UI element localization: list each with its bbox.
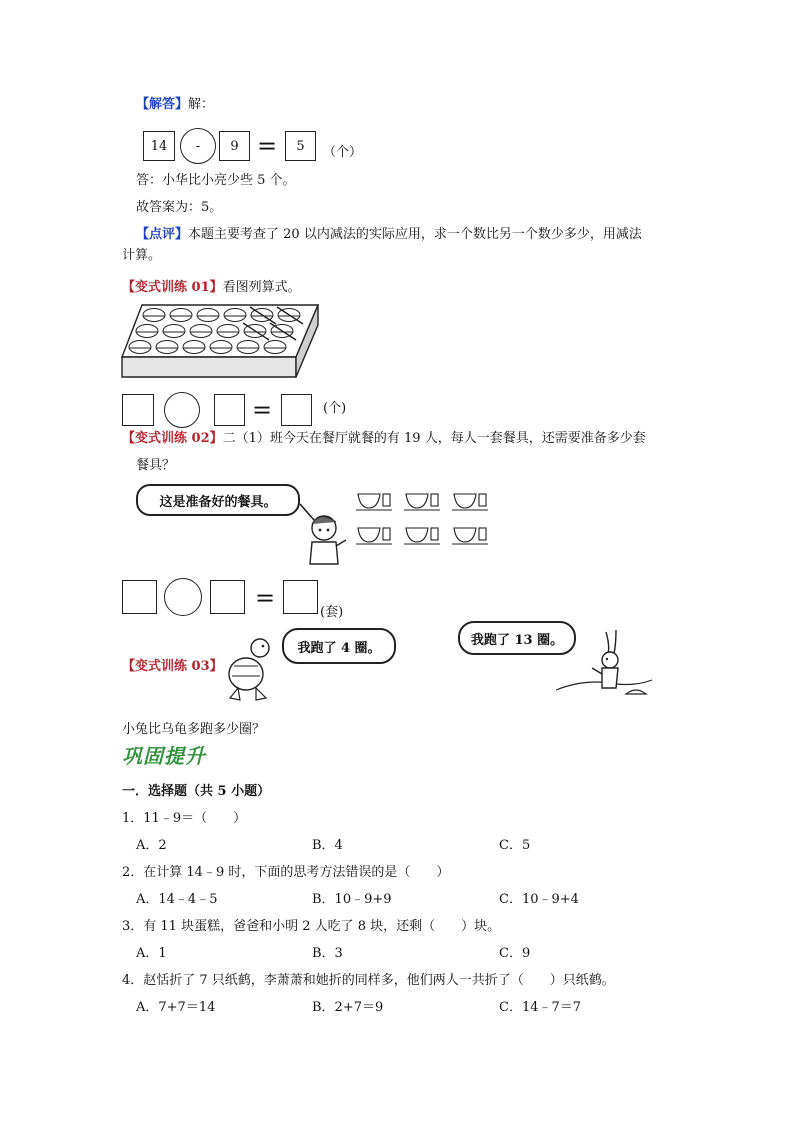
ex2-box-2[interactable] <box>210 580 245 614</box>
answer-box-subtrahend: 9 <box>219 131 250 161</box>
boy-illustration <box>290 500 360 570</box>
answer-box-minuend: 14 <box>143 131 175 161</box>
ex1-box-1[interactable] <box>122 394 154 426</box>
ex1-box-2[interactable] <box>214 394 245 426</box>
cup-icon <box>479 494 486 506</box>
choice-q1-option-a[interactable]: A．2 <box>136 838 167 853</box>
cup-icon <box>431 494 438 506</box>
ex2-tag: 【变式训练 02】 <box>122 431 223 446</box>
bowl-icon <box>358 528 380 542</box>
burger-icon <box>143 309 165 322</box>
ex1-prompt: 看图列算式。 <box>222 280 301 295</box>
burger-icon <box>217 325 239 338</box>
burger-icon <box>210 341 232 354</box>
ex2-box-1[interactable] <box>122 580 157 614</box>
ex2-equals-sign: = <box>255 584 276 612</box>
choice-q1-option-b[interactable]: B．4 <box>312 838 343 853</box>
choice-q3-option-a[interactable]: A．1 <box>136 946 167 961</box>
ex1-box-result[interactable] <box>281 394 312 426</box>
ex1-equals-sign: = <box>252 396 273 424</box>
burger-icon <box>136 325 158 338</box>
turtle-illustration <box>220 636 282 706</box>
choice-q4-option-c[interactable]: C．14﹣7＝7 <box>499 1000 582 1015</box>
comment-line-1 <box>136 226 642 244</box>
section-title: 巩固提升 <box>122 744 206 768</box>
choice-q2: 2．在计算 14﹣9 时，下面的思考方法错误的是（ ） <box>122 865 450 880</box>
answer-statement: 答：小华比小亮少些 5 个。 <box>136 173 296 188</box>
comment-tag: 【点评】 <box>136 227 189 242</box>
ex2-unit: (套) <box>320 605 344 620</box>
burger-icon <box>156 341 178 354</box>
burger-icon <box>163 325 185 338</box>
choice-q1-option-c[interactable]: C．5 <box>499 838 531 853</box>
choice-heading: 一．选择题（共 5 小题） <box>122 784 271 799</box>
burger-icon <box>224 309 246 322</box>
comment-text-1: 本题主要考查了 20 以内减法的实际应用，求一个数比另一个数少多少，用减法 <box>188 227 642 242</box>
choice-q3-option-c[interactable]: C．9 <box>499 946 531 961</box>
burger-icon <box>129 341 151 354</box>
choice-q2-option-c[interactable]: C．10﹣9+4 <box>499 892 579 907</box>
choice-q4-option-a[interactable]: A．7+7＝14 <box>136 1000 216 1015</box>
tableware-sets-illustration <box>352 486 492 550</box>
choice-q4: 4．赵恬折了 7 只纸鹤，李萧萧和她折的同样多，他们两人一共折了（ ）只纸鹤。 <box>122 973 615 988</box>
answer-label: 解： <box>188 97 215 112</box>
answer-operator-circle: - <box>180 128 216 164</box>
burger-icon <box>264 341 286 354</box>
ex3-tag-text: 【变式训练 03】 <box>122 659 223 674</box>
ex2-speech-bubble: 这是准备好的餐具。 <box>136 484 300 516</box>
ex3-question: 小兔比乌龟多跑多少圈？ <box>122 722 266 737</box>
rabbit-illustration <box>556 628 656 712</box>
cup-icon <box>479 528 486 540</box>
answer-tag: 【解答】 <box>136 97 189 112</box>
ex1-line <box>122 279 301 297</box>
answer-box-result: 5 <box>285 131 316 161</box>
burger-icon <box>237 341 259 354</box>
choice-q2-option-a[interactable]: A．14﹣4﹣5 <box>136 892 218 907</box>
bowl-icon <box>358 494 380 508</box>
bowl-icon <box>454 528 476 542</box>
answer-final: 故答案为：5。 <box>136 200 223 215</box>
ex2-operator-circle[interactable] <box>164 578 202 616</box>
answer-unit: （个） <box>323 145 363 160</box>
comment-line-2: 计算。 <box>122 248 162 263</box>
choice-q3-option-b[interactable]: B．3 <box>312 946 343 961</box>
ex1-unit: (个) <box>323 401 347 416</box>
choice-q3: 3．有 11 块蛋糕，爸爸和小明 2 人吃了 8 块，还剩（ ）块。 <box>122 919 501 934</box>
ex2-line-1 <box>122 430 646 448</box>
answer-line <box>136 96 214 114</box>
ex2-text-1: 二（1）班今天在餐厅就餐的有 19 人，每人一套餐具，还需要准备多少套 <box>222 431 646 446</box>
bowl-icon <box>454 494 476 508</box>
burger-icon <box>183 341 205 354</box>
burger-icon <box>197 309 219 322</box>
ex2-line-2: 餐具？ <box>136 458 176 473</box>
burger-icon <box>190 325 212 338</box>
choice-q1: 1．11﹣9＝（ ） <box>122 811 247 826</box>
burger-icon <box>170 309 192 322</box>
answer-equals-sign: = <box>257 132 278 160</box>
ex3-tag <box>122 658 223 676</box>
ex1-operator-circle[interactable] <box>164 392 200 428</box>
choice-q4-option-b[interactable]: B．2+7＝9 <box>312 1000 384 1015</box>
cup-icon <box>383 494 390 506</box>
ex1-tag: 【变式训练 01】 <box>122 280 223 295</box>
ex2-box-result[interactable] <box>283 580 318 614</box>
choice-q2-option-b[interactable]: B．10﹣9+9 <box>312 892 392 907</box>
bowl-icon <box>406 494 428 508</box>
bowl-icon <box>406 528 428 542</box>
rabbit-speech-bubble: 我跑了 13 圈。 <box>458 621 576 655</box>
burger-tray-illustration <box>120 303 320 381</box>
turtle-speech-bubble: 我跑了 4 圈。 <box>282 628 396 664</box>
cup-icon <box>383 528 390 540</box>
cup-icon <box>431 528 438 540</box>
